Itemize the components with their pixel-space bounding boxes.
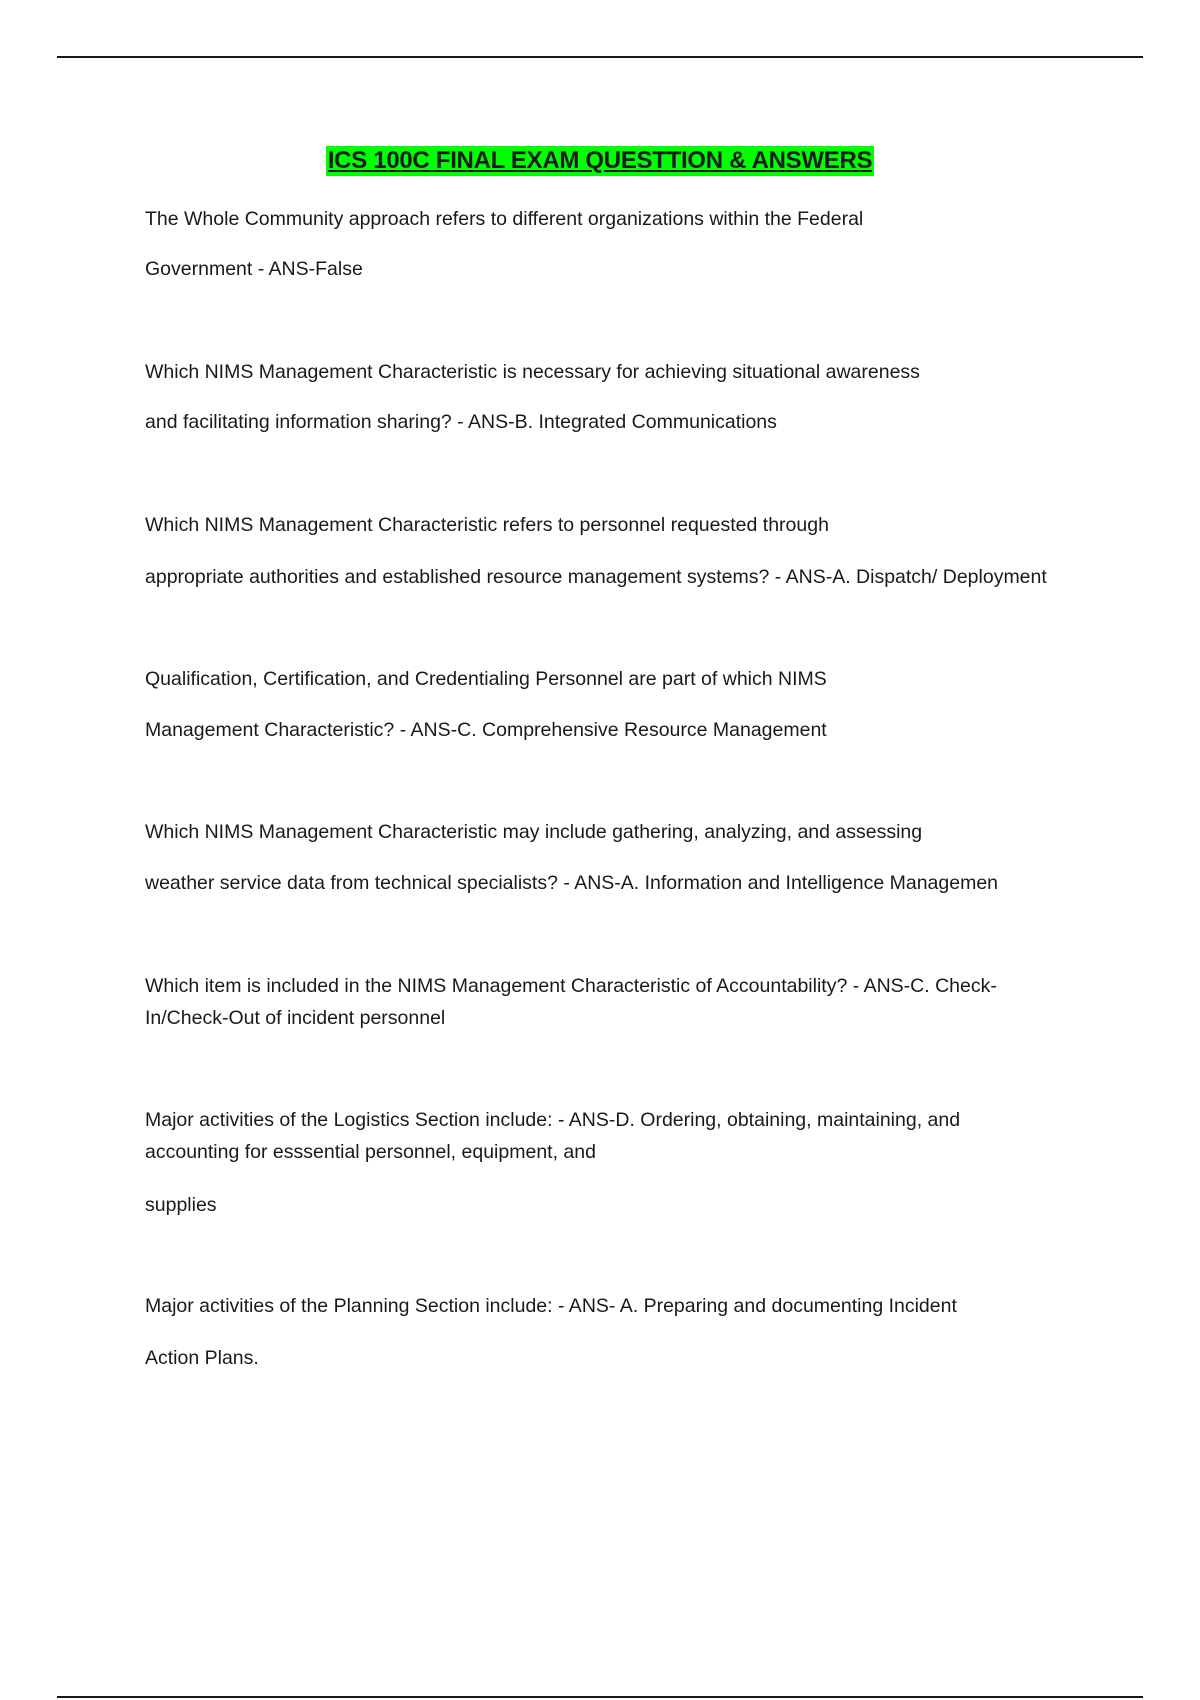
qa-8-answer-line: Action Plans. bbox=[145, 1347, 259, 1369]
qa-1-answer-line: Government - ANS-False bbox=[145, 258, 363, 280]
qa-4-answer-line: Management Characteristic? - ANS-C. Comprehensive Resource Management bbox=[145, 719, 827, 741]
title-container bbox=[0, 146, 1200, 176]
qa-6-answer-line: In/Check-Out of incident personnel bbox=[145, 1007, 446, 1029]
qa-5-answer-line: weather service data from technical specialists? - ANS-A. Information and Intelligence Managemen bbox=[145, 872, 999, 894]
qa-7-question-line-1: Major activities of the Logistics Section include: - ANS-D. Ordering, obtaining, maintaining, and bbox=[145, 1109, 961, 1131]
header-rule bbox=[57, 56, 1143, 58]
document-title: ICS 100C FINAL EXAM QUESTTION & ANSWERS bbox=[327, 147, 873, 174]
qa-2-question-line-1: Which NIMS Management Characteristic is necessary for achieving situational awareness bbox=[145, 361, 920, 383]
qa-6-question-line-1: Which item is included in the NIMS Management Characteristic of Accountability? - ANS-C. Check- bbox=[145, 975, 997, 997]
qa-7-answer-line-1: accounting for esssential personnel, equipment, and bbox=[145, 1141, 596, 1163]
qa-5-question-line-1: Which NIMS Management Characteristic may include gathering, analyzing, and assessing bbox=[145, 821, 923, 843]
qa-3-answer-line: appropriate authorities and established resource management systems? - ANS-A. Dispatch/ Deployment bbox=[145, 566, 1047, 588]
qa-8-question-line-1: Major activities of the Planning Section include: - ANS- A. Preparing and documenting Incident bbox=[145, 1295, 957, 1317]
qa-4-question-line-1: Qualification, Certification, and Credentialing Personnel are part of which NIMS bbox=[145, 668, 827, 690]
qa-3-question-line-1: Which NIMS Management Characteristic refers to personnel requested through bbox=[145, 514, 829, 536]
footer-rule bbox=[57, 1696, 1143, 1698]
qa-7-answer-line-2: supplies bbox=[145, 1194, 217, 1216]
qa-2-answer-line: and facilitating information sharing? - ANS-B. Integrated Communications bbox=[145, 411, 777, 433]
qa-1-question-line-1: The Whole Community approach refers to different organizations within the Federal bbox=[145, 208, 864, 230]
